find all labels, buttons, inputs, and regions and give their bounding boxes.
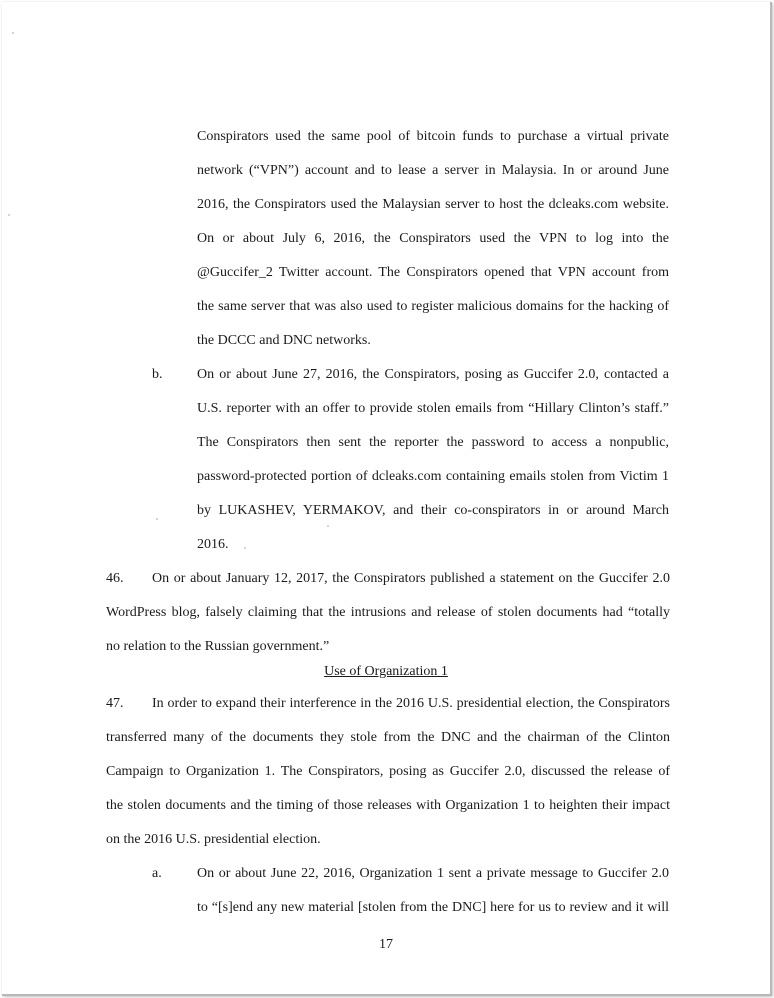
scan-speck — [8, 214, 10, 216]
scan-speck — [327, 525, 329, 527]
para-47-line-1: In order to expand their interference in the 2016 U.S. presidential election, the Conspirators — [152, 696, 670, 711]
item-b-line-2: U.S. reporter with an offer to provide stolen emails from “Hillary Clinton’s staff.” — [197, 401, 669, 416]
item-a-label: a. — [152, 866, 162, 881]
item-b-line-4: password-protected portion of dcleaks.com containing emails stolen from Victim 1 — [197, 469, 669, 484]
scan-speck — [244, 547, 246, 549]
item-b-line-6: 2016. — [197, 537, 229, 552]
item-b-line-1: On or about June 27, 2016, the Conspirators, posing as Guccifer 2.0, contacted a — [197, 367, 669, 382]
item-b-label: b. — [152, 367, 163, 382]
para-46-line-2: WordPress blog, falsely claiming that the intrusions and release of stolen documents had “totally — [106, 605, 670, 620]
para-a-line-4: On or about July 6, 2016, the Conspirators used the VPN to log into the — [197, 231, 669, 246]
para-47-line-5: on the 2016 U.S. presidential election. — [106, 832, 321, 847]
para-46-line-3: no relation to the Russian government.” — [106, 639, 330, 654]
para-46-number: 46. — [106, 571, 124, 586]
item-b-line-3: The Conspirators then sent the reporter the password to access a nonpublic, — [197, 435, 669, 450]
para-a-line-7: the DCCC and DNC networks. — [197, 333, 371, 348]
para-a-line-2: network (“VPN”) account and to lease a server in Malaysia. In or around June — [197, 163, 669, 178]
item-a-line-1: On or about June 22, 2016, Organization 1 sent a private message to Guccifer 2.0 — [197, 866, 669, 881]
scan-speck — [12, 32, 14, 34]
para-47-line-3: Campaign to Organization 1. The Conspirators, posing as Guccifer 2.0, discussed the release of — [106, 764, 670, 779]
para-47-number: 47. — [106, 696, 124, 711]
item-a-line-2: to “[s]end any new material [stolen from the DNC] here for us to review and it will — [197, 900, 669, 915]
item-b-line-5: by LUKASHEV, YERMAKOV, and their co-conspirators in or around March — [197, 503, 669, 518]
para-a-line-1: Conspirators used the same pool of bitcoin funds to purchase a virtual private — [197, 129, 669, 144]
para-47-line-4: the stolen documents and the timing of those releases with Organization 1 to heighten their impact — [106, 798, 670, 813]
section-heading: Use of Organization 1 — [324, 664, 448, 679]
document-page — [2, 2, 772, 996]
para-a-line-5: @Guccifer_2 Twitter account. The Conspirators opened that VPN account from — [197, 265, 669, 280]
para-a-line-6: the same server that was also used to register malicious domains for the hacking of — [197, 299, 669, 314]
para-a-line-3: 2016, the Conspirators used the Malaysian server to host the dcleaks.com website. — [197, 197, 669, 212]
para-46-line-1: On or about January 12, 2017, the Conspirators published a statement on the Guccifer 2.0 — [152, 571, 670, 586]
para-47-line-2: transferred many of the documents they stole from the DNC and the chairman of the Clinton — [106, 730, 670, 745]
scan-speck — [156, 518, 158, 520]
page-number: 17 — [379, 937, 393, 952]
